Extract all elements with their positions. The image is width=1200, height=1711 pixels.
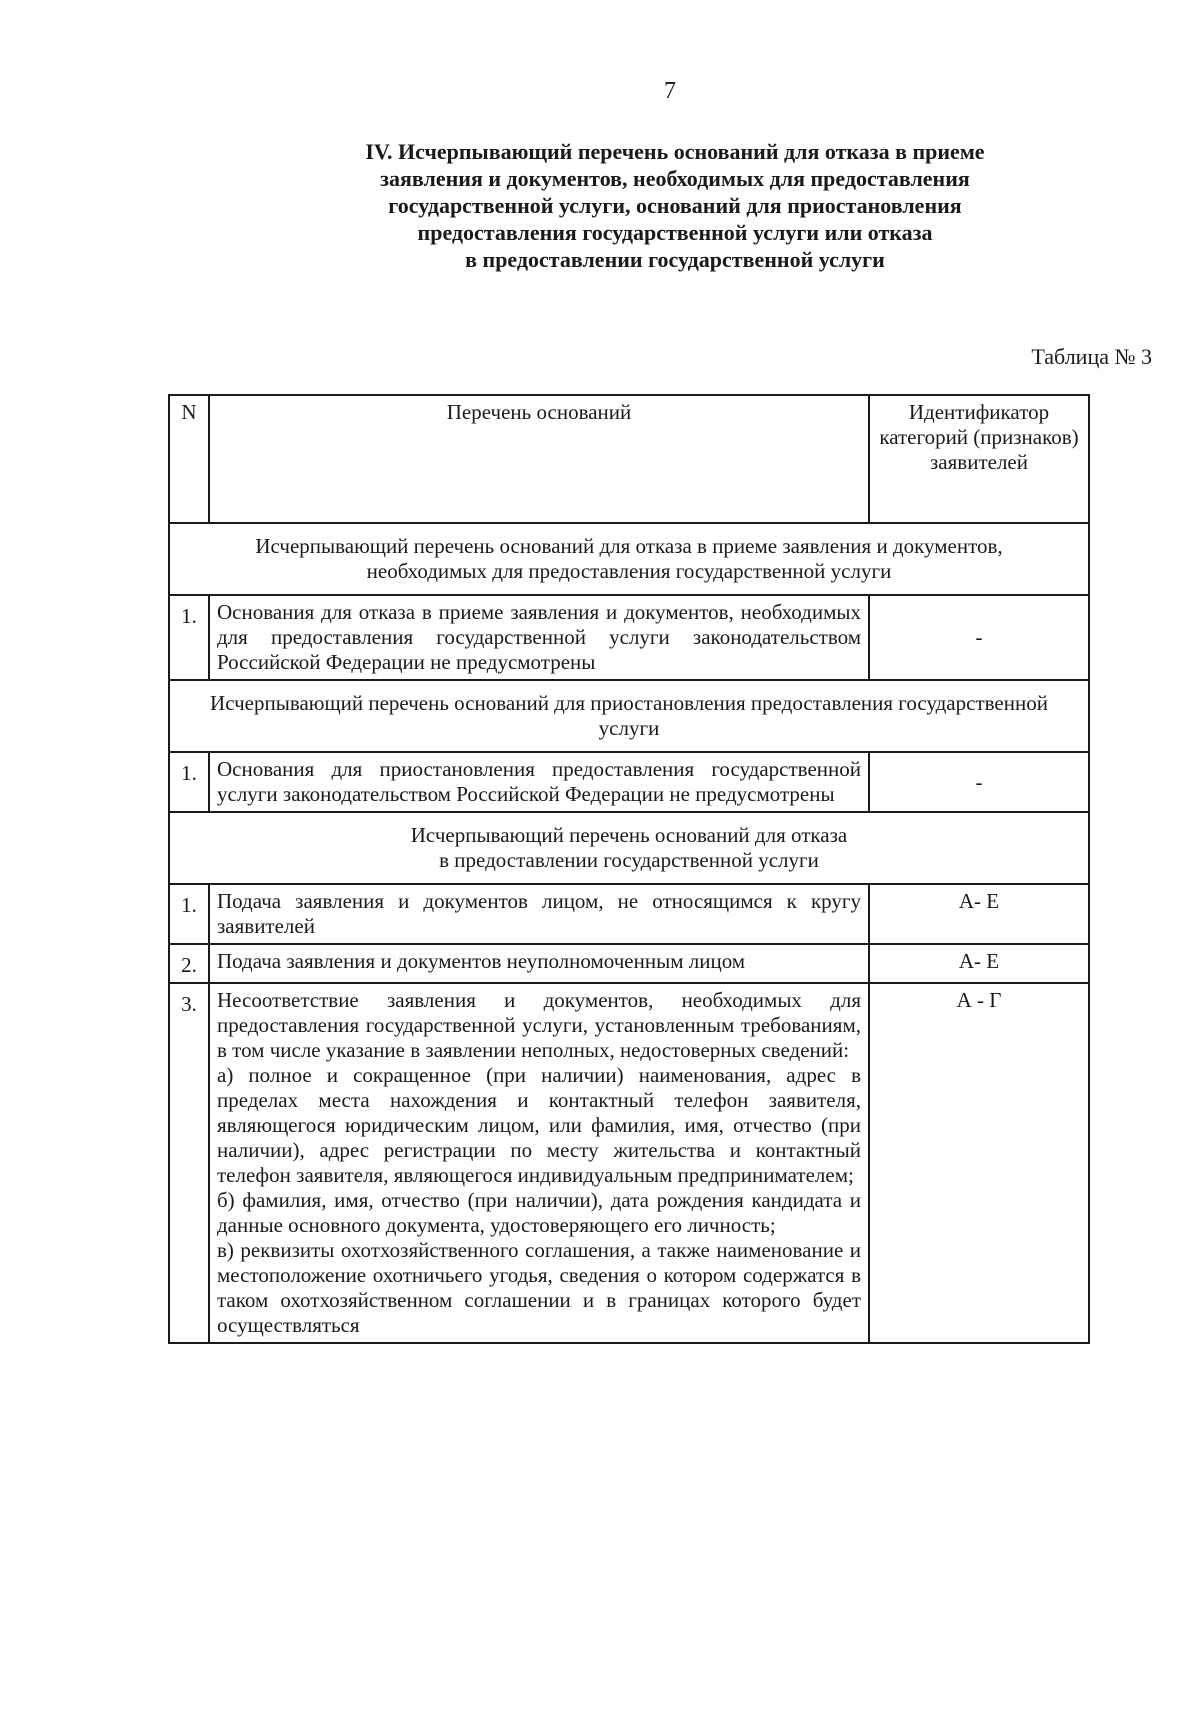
- row-text: Подача заявления и документов лицом, не относящимся к кругу заявителей: [209, 884, 869, 944]
- row-text: [209, 983, 869, 1343]
- row-paragraph: б) фамилия, имя, отчество (при наличии), дата рождения кандидата и данные основного документа, удостоверяющего его личность;: [217, 1188, 861, 1237]
- heading-line: в предоставлении государственной услуги: [465, 247, 885, 272]
- section-title: Исчерпывающий перечень оснований для отказа в приеме заявления и документов, необходимых для предоставления государственной услуги: [169, 523, 1089, 595]
- table-row: [169, 983, 1089, 1343]
- grounds-table: [168, 394, 1090, 1344]
- section-title-line: в предоставлении государственной услуги: [439, 848, 819, 872]
- table-row: [169, 595, 1089, 680]
- table-label: Таблица № 3: [1031, 344, 1152, 369]
- section-title: [169, 812, 1089, 884]
- page-number: 7: [664, 78, 676, 104]
- heading-line: предоставления государственной услуги или отказа: [417, 220, 933, 245]
- row-number: 1.: [169, 595, 209, 680]
- section-heading: [200, 138, 1150, 273]
- heading-line: IV. Исчерпывающий перечень оснований для отказа в приеме: [365, 139, 985, 164]
- heading-line: заявления и документов, необходимых для предоставления: [380, 166, 970, 191]
- row-text: Основания для приостановления предоставления государственной услуги законодательством Российской Федерации не предусмотрены: [209, 752, 869, 812]
- row-applicant-id: А- Е: [869, 884, 1089, 944]
- row-applicant-id: -: [869, 752, 1089, 812]
- table-header-row: [169, 395, 1089, 523]
- header-grounds: Перечень оснований: [209, 395, 869, 523]
- row-paragraph: в) реквизиты охотхозяйственного соглашения, а также наименование и местоположение охотничьего угодья, сведения о котором содержатся в таком охотхозяйственном соглашении и в границах которого будет осуществляться: [217, 1238, 861, 1337]
- row-number: 3.: [169, 983, 209, 1343]
- header-n: N: [169, 395, 209, 523]
- section-row: [169, 680, 1089, 752]
- table-row: [169, 944, 1089, 983]
- heading-line: государственной услуги, оснований для приостановления: [388, 193, 962, 218]
- header-applicant-id: Идентификатор категорий (признаков) заявителей: [869, 395, 1089, 523]
- table-row: [169, 752, 1089, 812]
- row-text: Подача заявления и документов неуполномоченным лицом: [209, 944, 869, 983]
- row-applicant-id: -: [869, 595, 1089, 680]
- row-text: Основания для отказа в приеме заявления и документов, необходимых для предоставления государственной услуги законодательством Российской Федерации не предусмотрены: [209, 595, 869, 680]
- row-number: 2.: [169, 944, 209, 983]
- section-row: [169, 523, 1089, 595]
- section-row: [169, 812, 1089, 884]
- row-applicant-id: А- Е: [869, 944, 1089, 983]
- row-number: 1.: [169, 884, 209, 944]
- row-paragraph: Несоответствие заявления и документов, необходимых для предоставления государственной услуги, установленным требованиям, в том числе указание в заявлении неполных, недостоверных сведений:: [217, 988, 861, 1062]
- row-number: 1.: [169, 752, 209, 812]
- section-title: Исчерпывающий перечень оснований для приостановления предоставления государственной услуги: [169, 680, 1089, 752]
- table-row: [169, 884, 1089, 944]
- section-title-line: Исчерпывающий перечень оснований для отказа: [410, 823, 848, 847]
- row-paragraph: а) полное и сокращенное (при наличии) наименования, адрес в пределах места нахождения и контактный телефон заявителя, являющегося юридическим лицом, или фамилия, имя, отчество (при наличии), адрес регистрации по месту жительства и контактный телефон заявителя, являющегося индивидуальным предпринимателем;: [217, 1063, 861, 1187]
- row-applicant-id: А - Г: [869, 983, 1089, 1343]
